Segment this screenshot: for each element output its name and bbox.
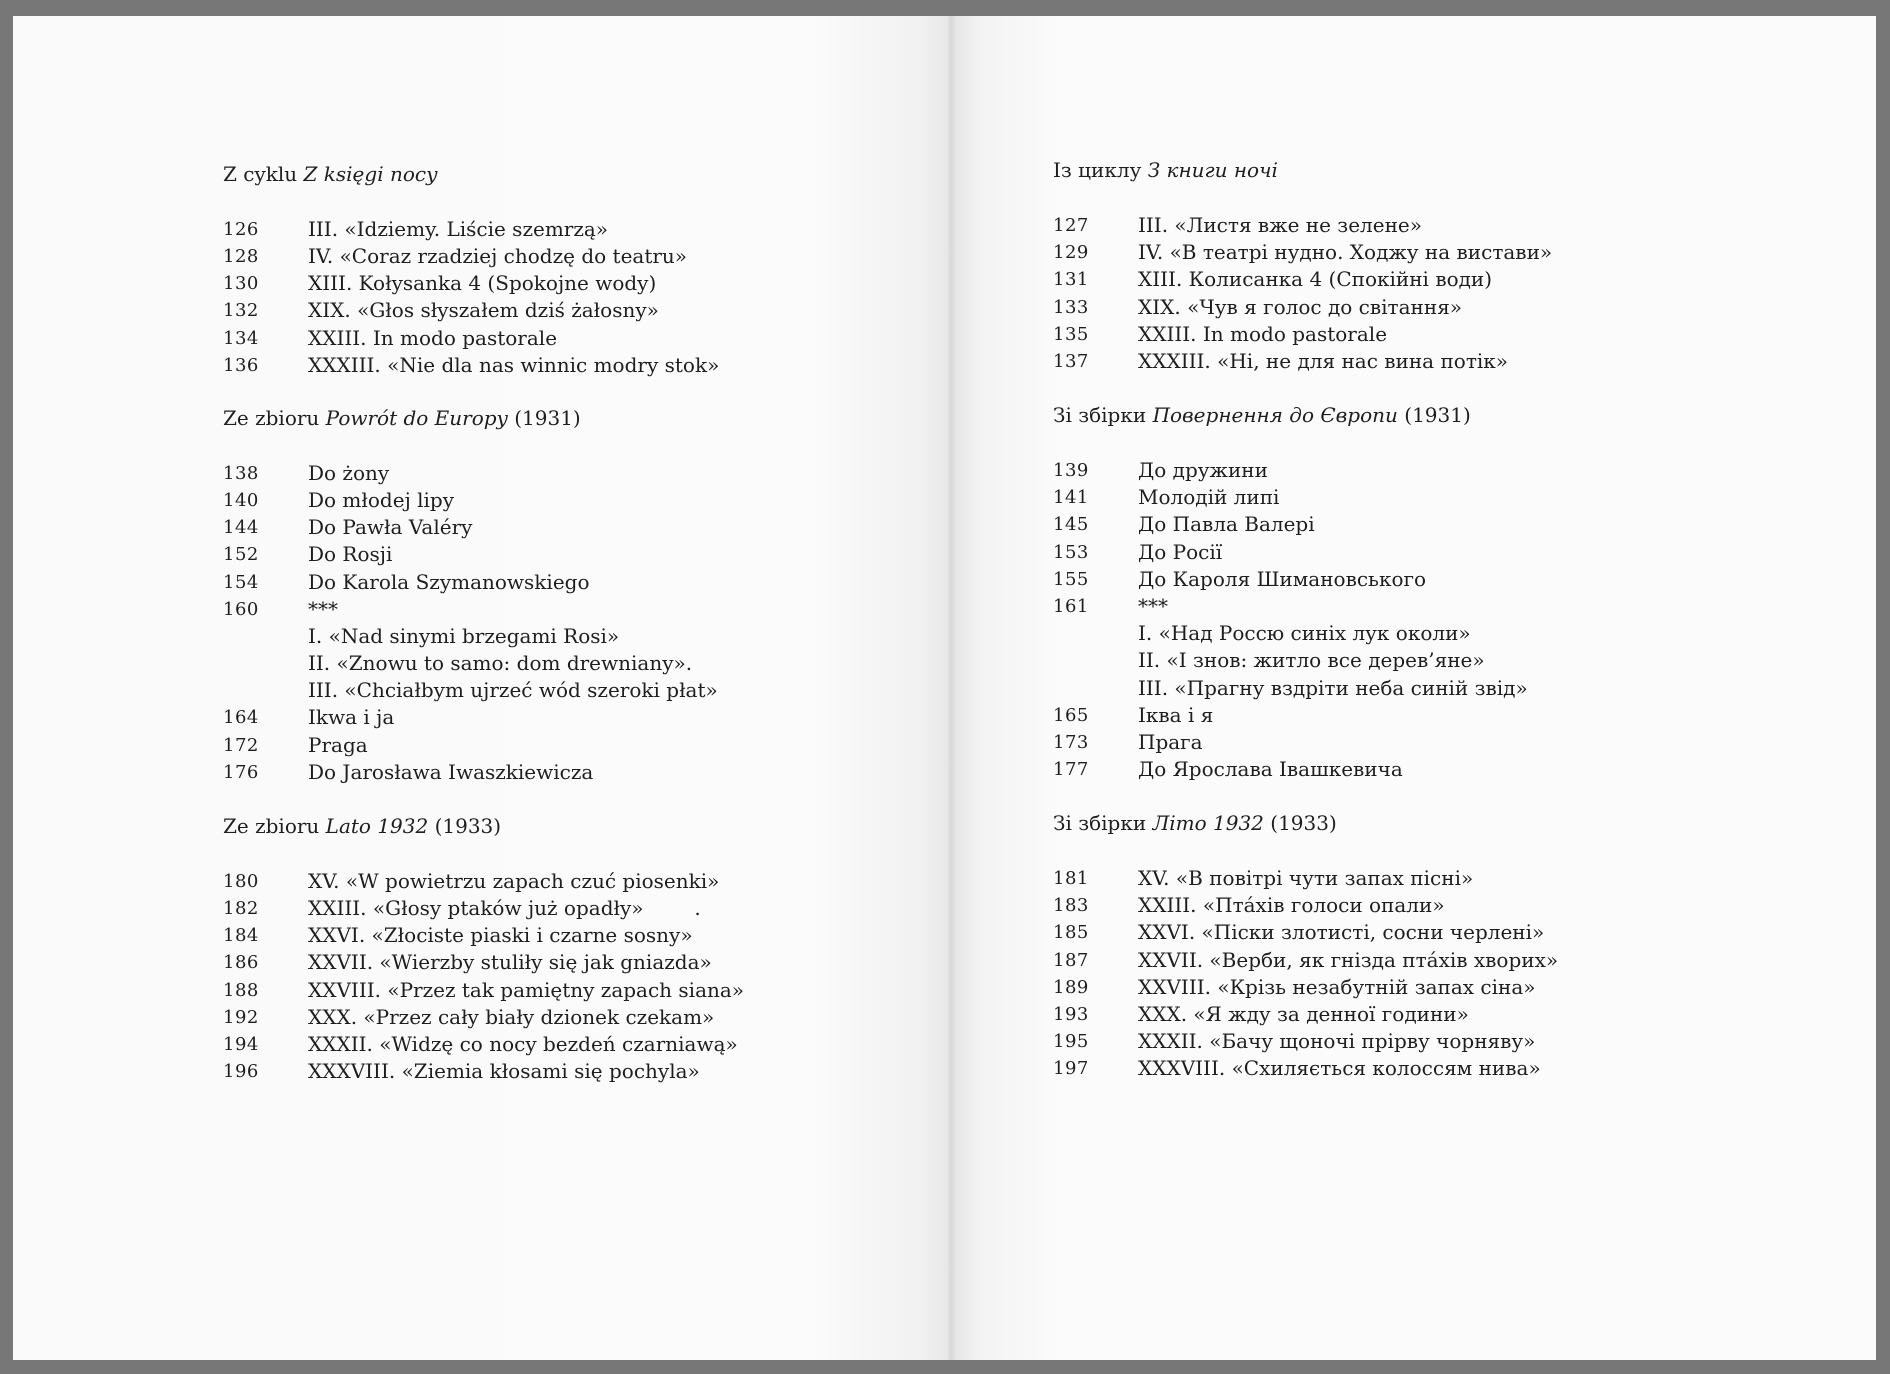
book-gutter — [946, 16, 956, 1360]
section-heading-title: Powrót do Europy — [325, 406, 508, 430]
page-number: 130 — [223, 273, 259, 295]
entry-title: Do młodej lipy — [308, 488, 455, 513]
entry-title: Do żony — [308, 461, 390, 485]
page-number: 133 — [1053, 296, 1089, 318]
entry-title: III. «Листя вже не зелене» — [1138, 213, 1422, 237]
entry-title: XXX. «Przez cały biały dzionek czekam» — [308, 1004, 715, 1029]
entry-title: XXXII. «Бачу щоночі прірву чорняву» — [1138, 1029, 1536, 1054]
page-number: 144 — [223, 517, 259, 539]
section-heading — [1053, 811, 1337, 835]
page-number: 154 — [223, 571, 259, 593]
page-number: 153 — [1053, 541, 1089, 563]
entry-title: Іква і я — [1138, 702, 1214, 727]
page-number: 194 — [223, 1033, 259, 1055]
entry-title: XIX. «Głos słyszałem dziś żałosny» — [308, 298, 659, 323]
entry-title: XV. «В повітрі чути запах пісні» — [1138, 866, 1474, 890]
page-number: 164 — [223, 707, 259, 729]
entry-title: XXVI. «Złociste piaski i czarne sosny» — [308, 923, 693, 948]
section-heading-prefix: Зі збірки — [1053, 403, 1153, 427]
entry-title: До Кароля Шимановського — [1138, 566, 1426, 591]
page-number: 138 — [223, 463, 259, 484]
entry-title: Ikwa i ja — [308, 705, 395, 730]
entry-title: До Росії — [1138, 539, 1223, 564]
page-number: 134 — [223, 327, 259, 349]
entry-title: XXXVIII. «Схиляється колоссям нива» — [1138, 1056, 1541, 1081]
entry-title: III. «Idziemy. Liście szemrzą» — [308, 217, 609, 241]
page-number: 132 — [223, 300, 259, 322]
entry-title: XXX. «Я жду за денної години» — [1138, 1002, 1469, 1026]
entry-title: Do Pawła Valéry — [308, 515, 473, 540]
page-number: 136 — [223, 354, 259, 376]
page-number: 176 — [223, 761, 259, 783]
entry-title: XXIII. In modo pastorale — [1138, 321, 1388, 346]
section-heading-title: Z księgi nocy — [303, 162, 438, 186]
section-heading-suffix: (1931) — [1397, 403, 1471, 427]
section-heading-suffix: (1933) — [428, 814, 502, 838]
section-heading-prefix: Зі збірки — [1053, 811, 1153, 835]
page-number: 165 — [1053, 704, 1089, 726]
entry-title: XXIII. In modo pastorale — [308, 325, 558, 350]
page-number: 128 — [223, 246, 259, 268]
page-number: 152 — [223, 544, 259, 566]
entry-title: II. «Znowu to samo: dom drewniany». — [308, 651, 693, 676]
page-number: 155 — [1053, 568, 1089, 590]
page-number: 137 — [1053, 351, 1089, 372]
section-heading-prefix: Z cyklu — [223, 162, 304, 186]
page-number: 145 — [1053, 514, 1089, 536]
entry-title: III. «Прагну вздріти неба синій звід» — [1138, 675, 1528, 700]
page-number: 161 — [1053, 596, 1089, 617]
entry-title: IV. «Coraz rzadziej chodzę do teatru» — [308, 244, 688, 269]
entry-title: XXXIII. «Nie dla nas winnic modry stok» — [308, 352, 720, 377]
entry-title: Do Karola Szymanowskiego — [308, 569, 590, 594]
page-number: 189 — [1053, 976, 1089, 998]
entry-title: Do Jarosława Iwaszkiewicza — [308, 759, 594, 784]
page-number: 182 — [223, 898, 259, 920]
entry-title: До дружини — [1138, 458, 1268, 482]
entry-title: XXXVIII. «Ziemia kłosami się pochyla» — [308, 1059, 700, 1084]
entry-title: До Павла Валері — [1138, 512, 1315, 537]
entry-title: II. «І знов: житло все дерев’яне» — [1138, 648, 1485, 673]
section-heading — [223, 406, 581, 430]
entry-title: XXXII. «Widzę co nocy bezdeń czarniawą» — [308, 1031, 738, 1056]
entry-title: XXVII. «Wierzby stuliły się jak gniazda» — [308, 950, 712, 975]
entry-title: XXXIII. «Ні, не для нас вина потік» — [1138, 349, 1509, 373]
page-number: 192 — [223, 1006, 259, 1028]
page-number: 131 — [1053, 269, 1089, 291]
page-number: 172 — [223, 734, 259, 756]
entry-title: XXIII. «Птáхів голоси опали» — [1138, 893, 1445, 918]
section-heading — [223, 162, 437, 186]
page-number: 193 — [1053, 1004, 1089, 1025]
page-number: 135 — [1053, 323, 1089, 345]
entry-title: Praga — [308, 732, 368, 757]
entry-title: XXVIII. «Крізь незабутній запах сіна» — [1138, 974, 1536, 999]
section-heading-prefix: Ze zbioru — [223, 406, 326, 430]
entry-title: Молодій липі — [1138, 485, 1280, 510]
page-number: 186 — [223, 952, 259, 974]
page-number: 129 — [1053, 242, 1089, 264]
section-heading-suffix: (1931) — [507, 406, 581, 430]
page-number: 180 — [223, 871, 259, 892]
page-number: 185 — [1053, 922, 1089, 944]
page-number: 197 — [1053, 1058, 1089, 1080]
entry-title: *** — [1138, 594, 1168, 618]
section-heading-title: Літо 1932 — [1152, 811, 1264, 835]
entry-title: До Ярослава Івашкевича — [1138, 757, 1403, 782]
entry-title: XXVII. «Верби, як гнізда птáхів хворих» — [1138, 947, 1559, 972]
entry-title: XIII. Kołysanka 4 (Spokojne wody) — [308, 271, 657, 296]
page-number: 184 — [223, 925, 259, 947]
entry-title: XV. «W powietrzu zapach czuć piosenki» — [308, 869, 720, 893]
section-heading-prefix: Ze zbioru — [223, 814, 326, 838]
page-number: 177 — [1053, 759, 1089, 781]
left-page — [13, 16, 951, 1360]
section-heading-suffix: (1933) — [1263, 811, 1337, 835]
page-number: 126 — [223, 219, 259, 240]
page-number: 127 — [1053, 215, 1089, 236]
page-number: 140 — [223, 490, 259, 512]
section-heading — [1053, 403, 1471, 427]
page-number: 188 — [223, 979, 259, 1001]
entry-title: XXVI. «Піски злотисті, сосни черлені» — [1138, 920, 1545, 945]
page-number: 139 — [1053, 460, 1089, 481]
entry-title: Do Rosji — [308, 542, 393, 567]
page-number: 181 — [1053, 868, 1089, 889]
entry-title: XIII. Колисанка 4 (Спокійні води) — [1138, 267, 1493, 292]
entry-title: XXIII. «Głosy ptaków już opadły» . — [308, 896, 701, 921]
entry-title: *** — [308, 596, 338, 621]
section-heading — [223, 814, 501, 838]
page-number: 160 — [223, 598, 259, 620]
page-number: 141 — [1053, 487, 1089, 509]
page-number: 196 — [223, 1061, 259, 1083]
entry-title: XXVIII. «Przez tak pamiętny zapach siana» — [308, 977, 745, 1002]
entry-title: I. «Над Россю синіх лук околи» — [1138, 621, 1471, 646]
section-heading-title: Повернення до Європи — [1152, 403, 1398, 427]
page-number: 187 — [1053, 949, 1089, 971]
entry-title: III. «Chciałbym ujrzeć wód szeroki płat» — [308, 678, 718, 703]
section-heading-title: З книги ночі — [1147, 158, 1278, 182]
section-heading-prefix: Із циклу — [1053, 158, 1148, 182]
entry-title: XIX. «Чув я голос до світання» — [1138, 294, 1463, 319]
entry-title: Прага — [1138, 730, 1203, 754]
page-number: 195 — [1053, 1031, 1089, 1053]
entry-title: I. «Nad sinymi brzegami Rosi» — [308, 623, 620, 648]
section-heading-title: Lato 1932 — [325, 814, 429, 838]
page-number: 183 — [1053, 895, 1089, 917]
section-heading — [1053, 158, 1278, 182]
entry-title: IV. «В театрі нудно. Ходжу на вистави» — [1138, 240, 1553, 265]
right-page — [951, 16, 1876, 1360]
page-number: 173 — [1053, 732, 1089, 753]
